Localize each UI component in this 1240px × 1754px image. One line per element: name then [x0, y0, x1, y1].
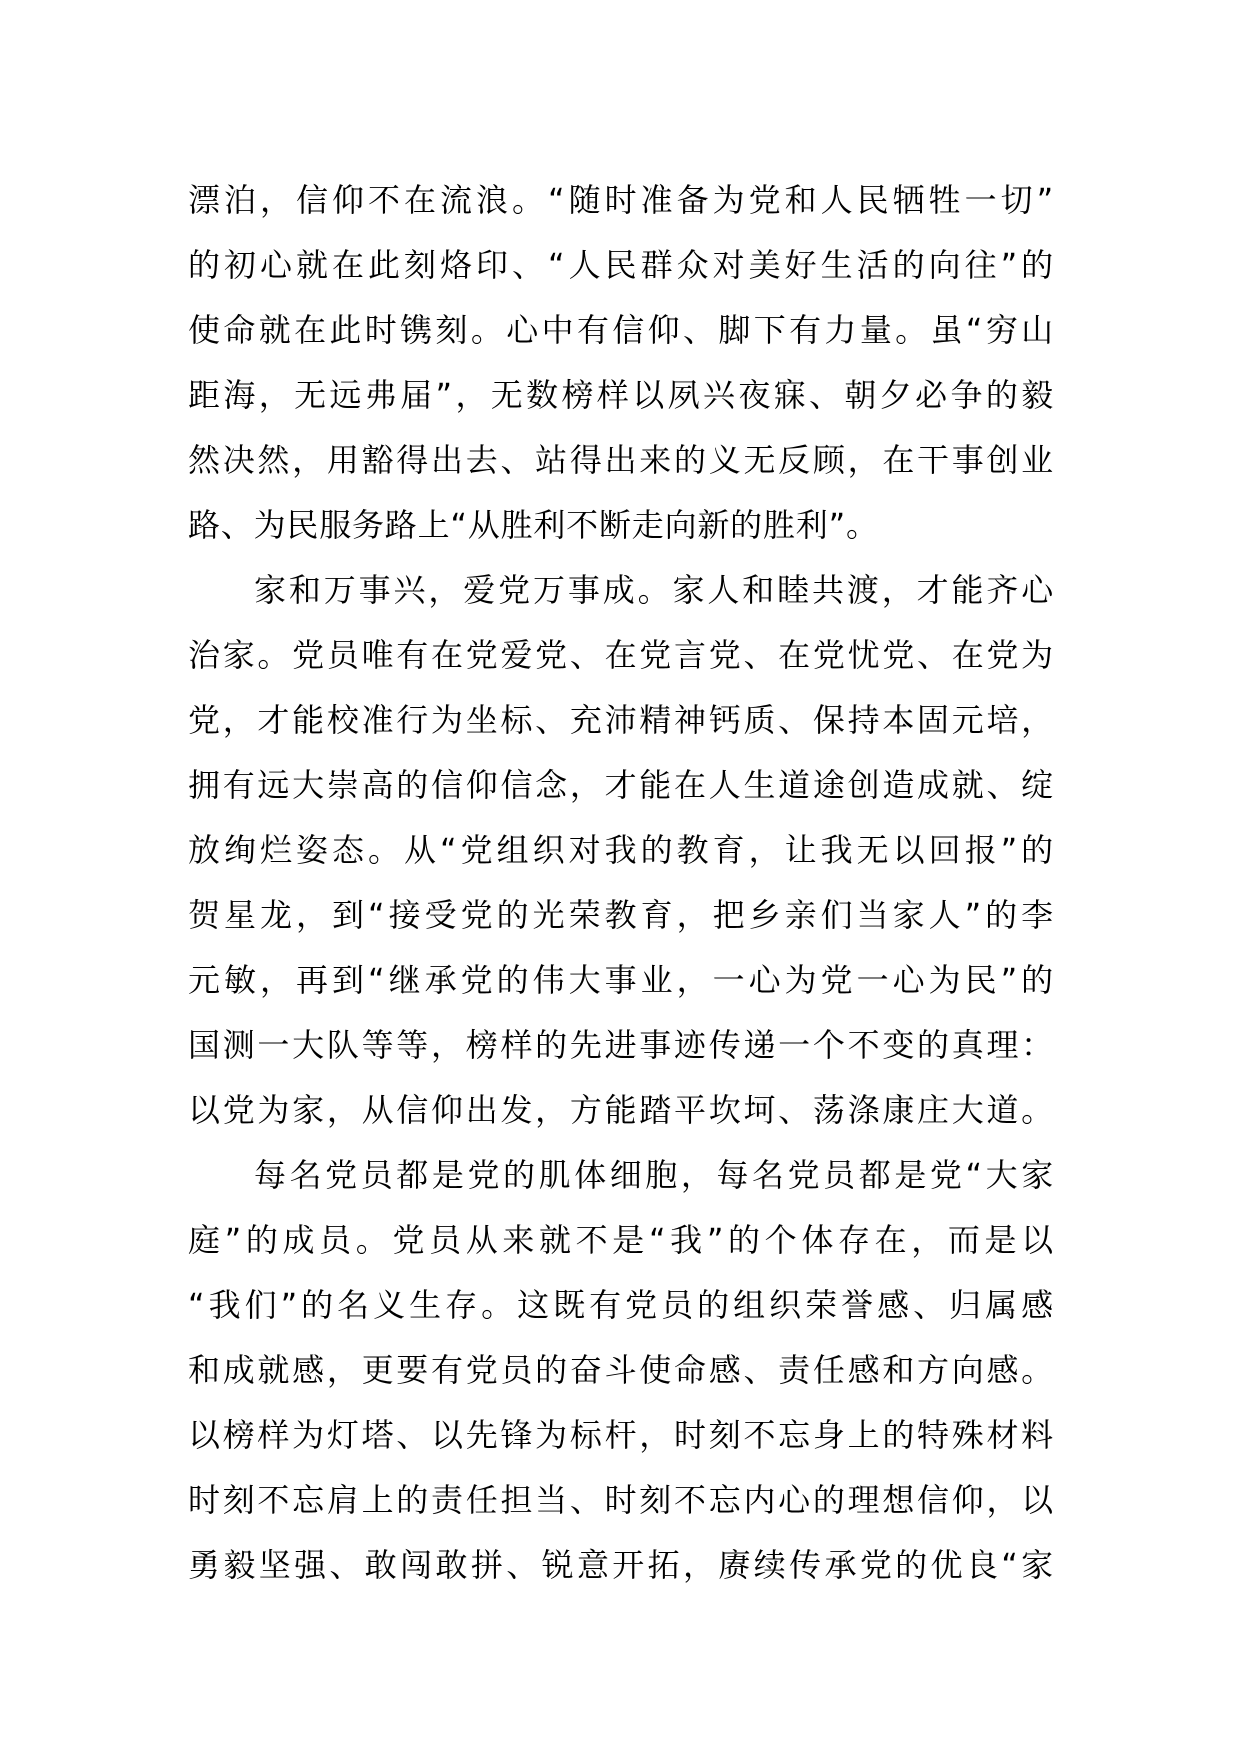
text-line: 庭”的成员。党员从来就不是“我”的个体存在，而是以	[188, 1221, 1054, 1259]
body-text	[188, 168, 1054, 1598]
text-line: 勇毅坚强、敢闯敢拼、锐意开拓，赓续传承党的优良“家	[188, 1546, 1054, 1584]
text-line: 和成就感，更要有党员的奋斗使命感、责任感和方向感。	[188, 1351, 1054, 1389]
text-line: 拥有远大崇高的信仰信念，才能在人生道途创造成就、绽	[188, 766, 1054, 804]
text-line: 的初心就在此刻烙印、“人民群众对美好生活的向往”的	[188, 246, 1054, 284]
text-line: 贺星龙，到“接受党的光荣教育，把乡亲们当家人”的李	[188, 896, 1054, 934]
text-line: 以党为家，从信仰出发，方能踏平坎坷、荡涤康庄大道。	[188, 1091, 1054, 1129]
text-line: 党，才能校准行为坐标、充沛精神钙质、保持本固元培，	[188, 701, 1054, 739]
text-line: 治家。党员唯有在党爱党、在党言党、在党忧党、在党为	[188, 636, 1054, 674]
text-line: 使命就在此时镌刻。心中有信仰、脚下有力量。虽“穷山	[188, 311, 1054, 349]
text-line: 以榜样为灯塔、以先锋为标杆，时刻不忘身上的特殊材料	[188, 1416, 1054, 1454]
text-line: 国测一大队等等，榜样的先进事迹传递一个不变的真理：	[188, 1026, 1054, 1064]
text-line: 放绚烂姿态。从“党组织对我的教育，让我无以回报”的	[188, 831, 1054, 869]
text-line: 漂泊，信仰不在流浪。“随时准备为党和人民牺牲一切”	[188, 181, 1054, 219]
text-line: “我们”的名义生存。这既有党员的组织荣誉感、归属感	[188, 1286, 1054, 1324]
text-line: 每名党员都是党的肌体细胞，每名党员都是党“大家	[254, 1156, 1054, 1194]
text-line: 元敏，再到“继承党的伟大事业，一心为党一心为民”的	[188, 961, 1054, 999]
text-line: 距海，无远弗届”，无数榜样以夙兴夜寐、朝夕必争的毅	[188, 376, 1054, 414]
text-line: 路、为民服务路上“从胜利不断走向新的胜利”。	[188, 506, 879, 544]
text-line: 时刻不忘肩上的责任担当、时刻不忘内心的理想信仰，以	[188, 1481, 1054, 1519]
text-line: 家和万事兴，爱党万事成。家人和睦共渡，才能齐心	[254, 571, 1054, 609]
text-line: 然决然，用豁得出去、站得出来的义无反顾，在干事创业	[188, 441, 1054, 479]
